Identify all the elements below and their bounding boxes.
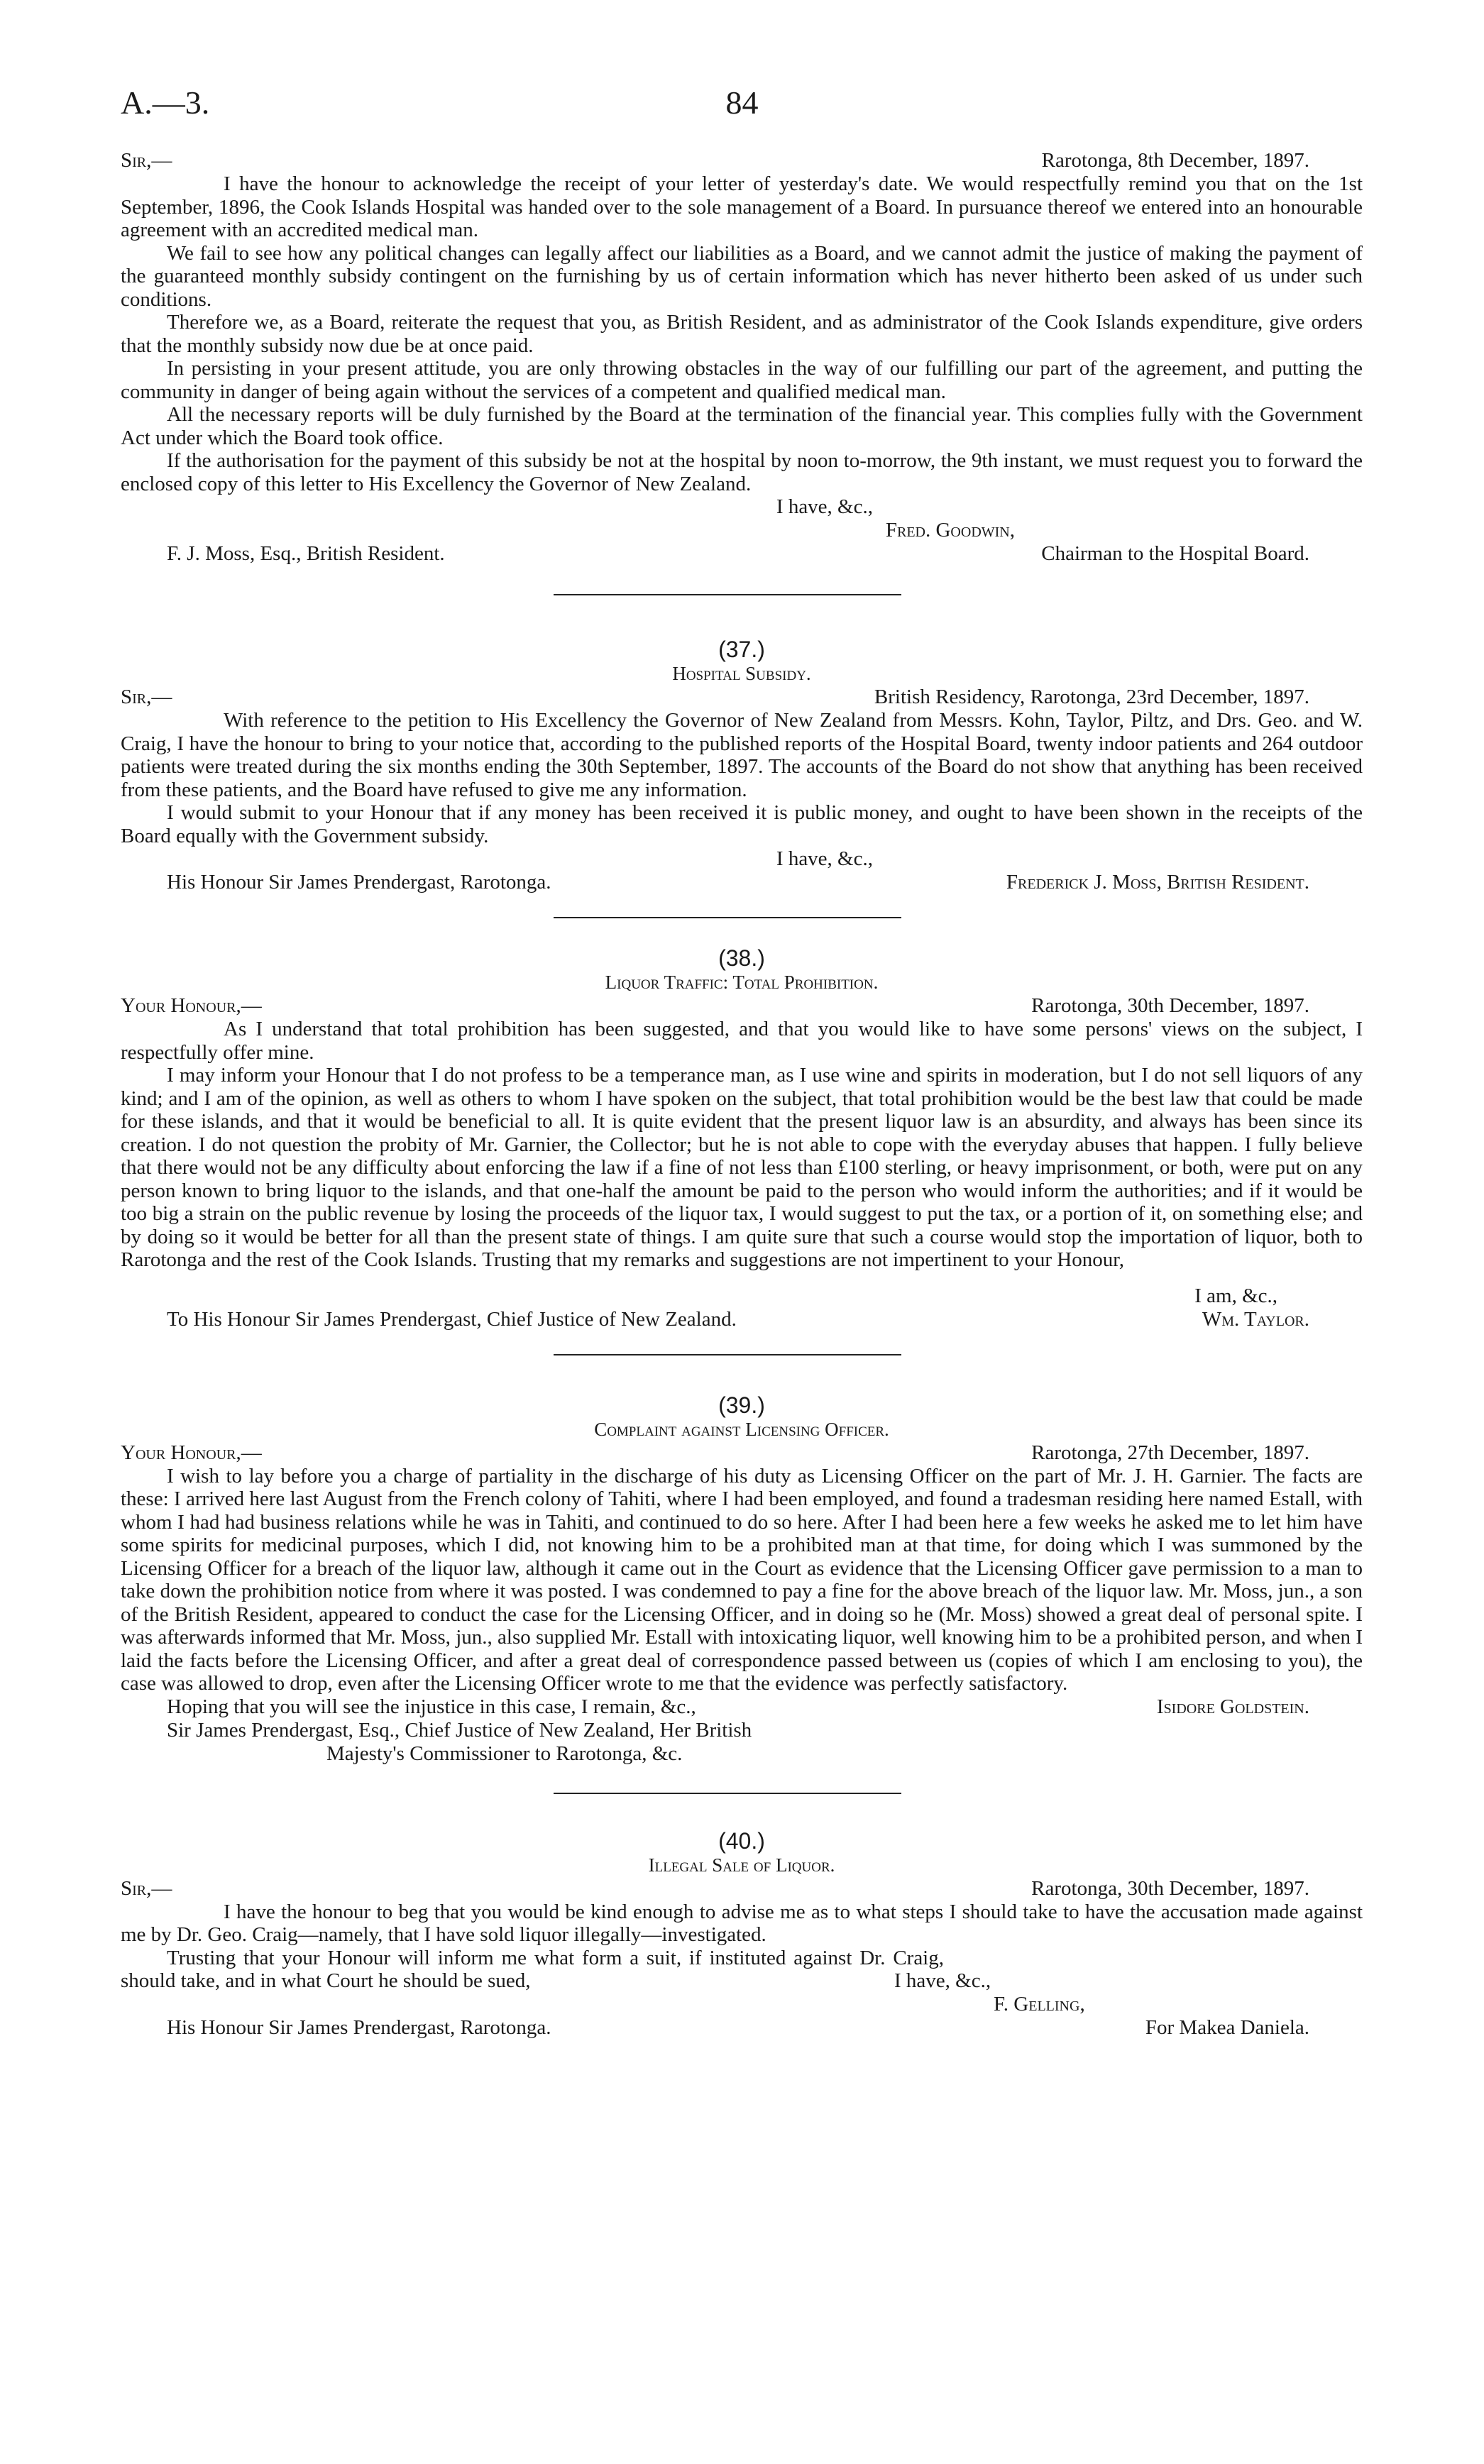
letter-number: (40.) bbox=[718, 1827, 765, 1854]
addressee-line: Sir James Prendergast, Esq., Chief Justice of New Zealand, Her British bbox=[167, 1718, 752, 1742]
place-date: Rarotonga, 30th December, 1897. bbox=[1031, 994, 1309, 1017]
salutation-row bbox=[121, 1441, 1363, 1465]
closing: I have, &c., bbox=[894, 1969, 991, 1992]
letter-title: Illegal Sale of Liquor. bbox=[648, 1854, 835, 1876]
closing: I have, &c., bbox=[776, 847, 873, 870]
paragraph: I have the honour to beg that you would be kind enough to advise me as to what steps I should take to have the accusation made against me by Dr. Geo. Craig—namely, that I have sold liquor illegally—investigated. bbox=[121, 1900, 1363, 1946]
salutation: Sir,— bbox=[121, 1876, 172, 1900]
place-date: Rarotonga, 8th December, 1897. bbox=[1041, 149, 1309, 172]
paragraph: I would submit to your Honour that if any money has been received it is public money, and ought to have been shown in the receipts of the Board equally with the Government subsidy. bbox=[121, 801, 1363, 847]
paragraph: I wish to lay before you a charge of partiality in the discharge of his duty as Licensing Officer on the part of Mr. J. H. Garnier. The facts are these: I arrived here last August from the French colony of Tahiti, where I had been employed, and found a tradesman residing here named Estall, with whom I had had business relations while he was in Tahiti, and continued to do so here. After I had been here a few weeks he asked me to let him have some spirits for medicinal purposes, which I did, not knowing him to be a prohibited man at that time, for doing which I was summoned by the Licensing Officer for a breach of the liquor law, although it came out in the Court as evidence that the Licensing Officer gave permission to a man to take down the prohibition notice from where it was posted. I was condemned to pay a fine for the above breach of the liquor law. Mr. Moss, jun., a son of the British Resident, appeared to conduct the case for the Licensing Officer, and in doing so he (Mr. Moss) showed a great deal of personal spite. I was afterwards informed that Mr. Moss, jun., also supplied Mr. Estall with intoxicating liquor, well knowing him to be a prohibited person, and when I laid the facts before the Licensing Officer, and after a great deal of correspondence passed between us (copies of which I am enclosing to you), the case was allowed to drop, even after the Licensing Officer wrote to me that the evidence was perfectly satisfactory. bbox=[121, 1464, 1363, 1695]
place-date: British Residency, Rarotonga, 23rd December, 1897. bbox=[874, 686, 1309, 708]
letter-title: Hospital Subsidy. bbox=[672, 663, 811, 684]
addressee: His Honour Sir James Prendergast, Rarotonga. bbox=[167, 2015, 551, 2039]
letter-36 bbox=[121, 149, 1363, 566]
document-reference: A.—3. bbox=[121, 84, 210, 121]
signature-line bbox=[121, 1993, 1363, 2016]
paragraph: All the necessary reports will be duly furnished by the Board at the termination of the financial year. This complies fully with the Government Act under which the Board took office. bbox=[121, 403, 1363, 449]
signature-row bbox=[121, 542, 1363, 566]
signature-row bbox=[121, 2016, 1363, 2040]
salutation-row bbox=[121, 686, 1363, 709]
signature: Fred. Goodwin, bbox=[885, 519, 1015, 541]
letter-number: (38.) bbox=[718, 945, 765, 971]
signature: F. Gelling, bbox=[994, 1992, 1085, 2015]
signature-row bbox=[121, 871, 1363, 894]
addressee: F. J. Moss, Esq., British Resident. bbox=[167, 542, 445, 565]
closing: I am, &c., bbox=[1194, 1284, 1277, 1307]
salutation-row bbox=[121, 149, 1363, 172]
salutation: Sir,— bbox=[121, 149, 172, 172]
closing-row bbox=[121, 1969, 1363, 1993]
letter-number: (37.) bbox=[718, 637, 765, 662]
closing: Hoping that you will see the injustice in this case, I remain, &c., bbox=[167, 1695, 696, 1718]
document-body bbox=[121, 149, 1363, 2040]
salutation: Your Honour,— bbox=[121, 1441, 262, 1464]
paragraph: As I understand that total prohibition has been suggested, and that you would like to have some persons' views on the subject, I respectfully offer mine. bbox=[121, 1018, 1363, 1064]
addressee-row bbox=[121, 1719, 1363, 1742]
paragraph: If the authorisation for the payment of this subsidy be not at the hospital by noon to-morrow, the 9th instant, we must request you to forward the enclosed copy of this letter to His Excellency the Governor of New Zealand. bbox=[121, 449, 1363, 495]
signature-row bbox=[121, 1695, 1363, 1719]
page-number: 84 bbox=[725, 84, 759, 121]
signature: Isidore Goldstein. bbox=[1156, 1695, 1309, 1718]
paragraph: We fail to see how any political changes can legally affect our liabilities as a Board, and we cannot admit the justice of making the payment of the guaranteed monthly subsidy contingent on the furnishing by us of certain information which has never hitherto been asked of us under such conditions. bbox=[121, 241, 1363, 311]
letter-39 bbox=[121, 1392, 1363, 1766]
place-date: Rarotonga, 27th December, 1897. bbox=[1031, 1441, 1309, 1464]
paragraph: I have the honour to acknowledge the receipt of your letter of yesterday's date. We would respectfully remind you that on the 1st September, 1896, the Cook Islands Hospital was handed over to the sole management of a Board. In pursuance thereof we entered into an honourable agreement with an accredited medical man. bbox=[121, 172, 1363, 241]
addressee-row bbox=[121, 1742, 1363, 1766]
signature: Frederick J. Moss, British Resident. bbox=[1006, 871, 1309, 893]
addressee: His Honour Sir James Prendergast, Rarotonga. bbox=[167, 871, 551, 893]
closing: I have, &c., bbox=[776, 495, 873, 518]
signatory-title: For Makea Daniela. bbox=[1145, 2015, 1309, 2039]
letter-number: (39.) bbox=[718, 1392, 765, 1418]
addressee: To His Honour Sir James Prendergast, Chief Justice of New Zealand. bbox=[167, 1307, 737, 1331]
salutation-row bbox=[121, 1877, 1363, 1901]
paragraph: I may inform your Honour that I do not profess to be a temperance man, as I use wine and spirits in moderation, but I do not sell liquors of any kind; and I am of the opinion, as well as others to whom I have spoken on the subject, that total prohibition would be the best law that could be made for these islands, and that it would be beneficial to all. It is quite evident that the present liquor law is an absurdity, and always has been since its creation. I do not question the probity of Mr. Garnier, the Collector; but he is not able to cope with the everyday abuses that happen. I fully believe that there would not be any difficulty about enforcing the law if a fine of not less than £100 sterling, or heavy imprisonment, or both, were put on any person known to bring liquor to the islands, and that one-half the amount be paid to the person who would inform the authorities; and if it would be too big a strain on the public revenue by losing the proceeds of the liquor tax, I would suggest to put the tax, or a portion of it, on something else; and by doing so it would be better for all than the present state of things. I am quite sure that such a course would stop the importation of liquor, both to Rarotonga and the rest of the Cook Islands. Trusting that my remarks and suggestions are not impertinent to your Honour, bbox=[121, 1064, 1363, 1271]
letter-title: Complaint against Licensing Officer. bbox=[594, 1418, 889, 1440]
salutation: Sir,— bbox=[121, 686, 172, 708]
salutation-row bbox=[121, 994, 1363, 1018]
addressee-line: Majesty's Commissioner to Rarotonga, &c. bbox=[326, 1742, 683, 1765]
paragraph: In persisting in your present attitude, you are only throwing obstacles in the way of our fulfilling our part of the agreement, and putting the community in danger of being again without the services of a competent and qualified medical man. bbox=[121, 357, 1363, 403]
signature-row bbox=[121, 1308, 1363, 1331]
paragraph: Therefore we, as a Board, reiterate the request that you, as British Resident, and as administrator of the Cook Islands expenditure, give orders that the monthly subsidy now due be at once paid. bbox=[121, 311, 1363, 357]
salutation: Your Honour,— bbox=[121, 994, 262, 1017]
signature: Wm. Taylor. bbox=[1202, 1307, 1309, 1331]
paragraph: With reference to the petition to His Excellency the Governor of New Zealand from Messrs. Kohn, Taylor, Piltz, and Drs. Geo. and W. Craig, I have the honour to bring to your notice that, according to the published reports of the Hospital Board, twenty indoor patients and 264 outdoor patients were treated during the six months ending the 30th September, 1897. The accounts of the Board do not show that anything has been received from these patients, and the Board have refused to give me any information. bbox=[121, 709, 1363, 801]
letter-37 bbox=[121, 637, 1363, 894]
letter-title: Liquor Traffic: Total Prohibition. bbox=[605, 972, 879, 993]
place-date: Rarotonga, 30th December, 1897. bbox=[1031, 1876, 1309, 1900]
page-header bbox=[121, 84, 1363, 126]
letter-38 bbox=[121, 945, 1363, 1331]
letter-40 bbox=[121, 1828, 1363, 2040]
paragraph: Trusting that your Honour will inform me what form a suit, if instituted against Dr. Craig, should take, and in what Court he should be sued, bbox=[121, 1946, 944, 1992]
signatory-title: Chairman to the Hospital Board. bbox=[1041, 542, 1309, 565]
